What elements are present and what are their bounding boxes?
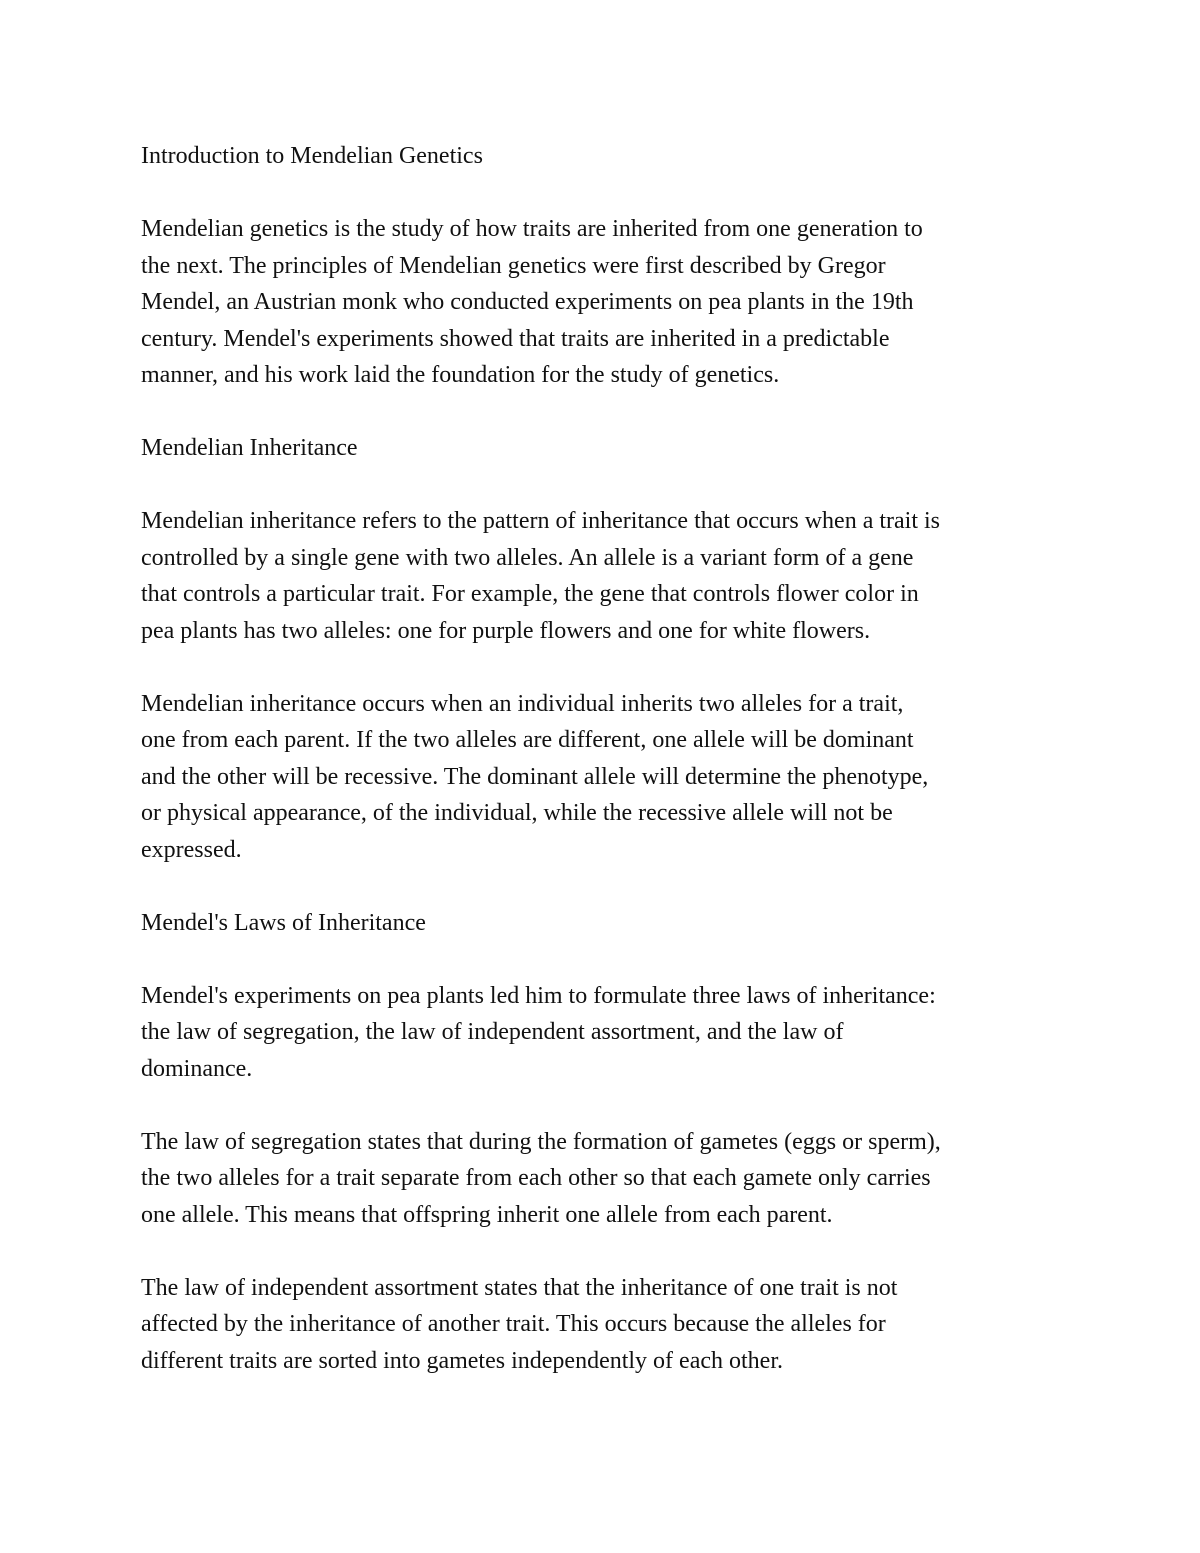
heading-line: Introduction to Mendelian Genetics [141,143,483,169]
paragraph-line: manner, and his work laid the foundation for the study of genetics. [141,362,780,388]
heading-line: Mendel's Laws of Inheritance [141,909,426,936]
paragraph-line: expressed. [141,836,242,863]
paragraph-line: the next. The principles of Mendelian genetics were first described by Gregor [141,252,886,279]
paragraph [141,1270,1066,1380]
paragraph-line: pea plants has two alleles: one for purple flowers and one for white flowers. [141,617,871,644]
paragraph-line: affected by the inheritance of another trait. This occurs because the alleles for [141,1311,886,1337]
section-heading [141,905,1066,942]
paragraph-line: The law of independent assortment states that the inheritance of one trait is not [141,1274,898,1301]
paragraph [141,211,1066,394]
paragraph-line: and the other will be recessive. The dominant allele will determine the phenotype, [141,763,929,790]
paragraph-line: Mendel, an Austrian monk who conducted experiments on pea plants in the 19th [141,289,914,315]
section-heading [141,430,1066,467]
paragraph-line: Mendelian inheritance occurs when an individual inherits two alleles for a trait, [141,690,904,717]
paragraph [141,686,1066,869]
heading-line: Mendelian Inheritance [141,435,358,461]
paragraph-line: Mendelian genetics is the study of how traits are inherited from one generation to [141,216,923,242]
paragraph-line: one from each parent. If the two alleles are different, one allele will be dominant [141,727,914,753]
paragraph [141,978,1066,1088]
section-heading [141,138,1066,175]
paragraph-line: Mendelian inheritance refers to the pattern of inheritance that occurs when a trait is [141,508,940,534]
document-body [141,138,1066,1416]
paragraph-line: the two alleles for a trait separate from each other so that each gamete only carries [141,1165,931,1191]
paragraph-line: that controls a particular trait. For example, the gene that controls flower color in [141,581,919,607]
paragraph-line: or physical appearance, of the individual, while the recessive allele will not be [141,800,893,826]
paragraph-line: one allele. This means that offspring inherit one allele from each parent. [141,1201,833,1228]
paragraph-line: different traits are sorted into gametes independently of each other. [141,1347,783,1374]
paragraph-line: The law of segregation states that during the formation of gametes (eggs or sperm), [141,1128,941,1155]
paragraph [141,1124,1066,1234]
paragraph-line: Mendel's experiments on pea plants led him to formulate three laws of inheritance: [141,982,936,1009]
paragraph [141,503,1066,649]
paragraph-line: dominance. [141,1055,253,1082]
paragraph-line: the law of segregation, the law of independent assortment, and the law of [141,1019,844,1045]
paragraph-line: controlled by a single gene with two alleles. An allele is a variant form of a gene [141,544,914,571]
paragraph-line: century. Mendel's experiments showed that traits are inherited in a predictable [141,325,890,352]
